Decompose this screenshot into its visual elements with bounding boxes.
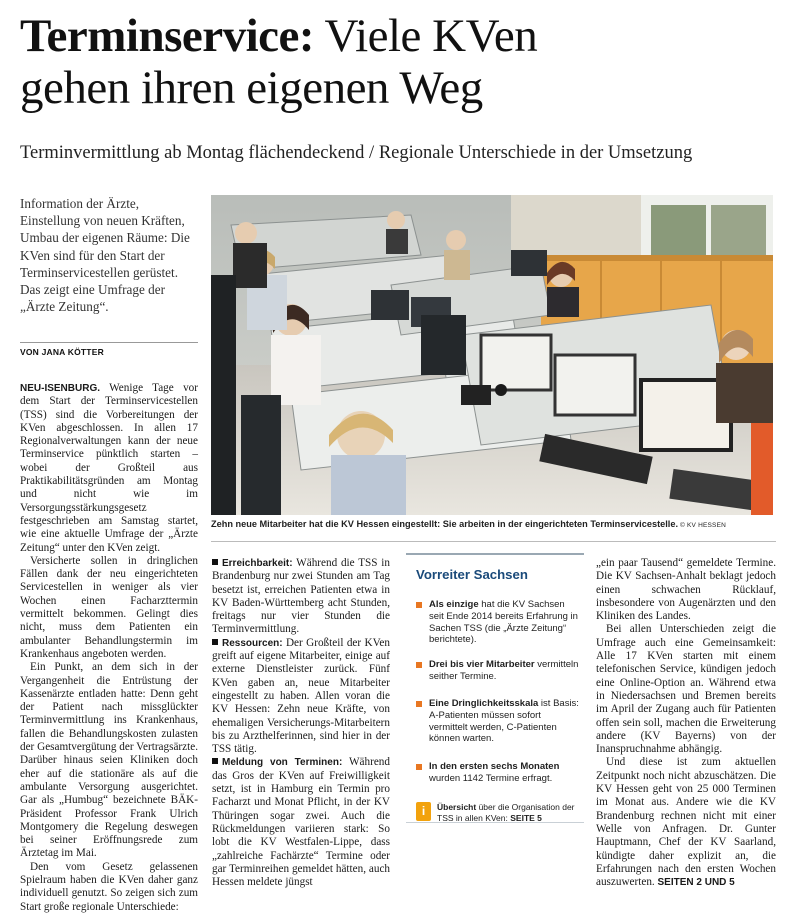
- box-item-text: wurden 1142 Termine erfragt.: [429, 772, 553, 784]
- divider: [20, 342, 198, 343]
- bullet-label: Erreichbarkeit:: [222, 558, 293, 569]
- square-bullet-icon: [212, 559, 218, 565]
- author-byline: VON JANA KÖTTER: [20, 347, 104, 357]
- info-box: [406, 553, 584, 823]
- box-item: [416, 698, 581, 745]
- ref-page: SEITE 5: [510, 812, 542, 823]
- paragraph: Ein Punkt, an dem sich in der Vergangenheit die Entrüstung der Kassenärzte entladen hatte: Denn geht der Patient nach missglückter Terminvermittlung ins Krankenhaus, fallen die Behandlungskosten zulasten der Gesamtvergütung der Vertragsärzte. Darüber hinaus seien Kliniken doch eher auf die stationäre als auf die ambulante Versorgung ausgerichtet. Gar als „Humbug“ bezeichnete BÄK-Präsident Professor Frank Ulrich Montgomery die Regelung deswegen bei seiner Eröffnungsrede zum Ärztetag im Mai.: [20, 661, 198, 860]
- dateline: NEU-ISENBURG.: [20, 383, 101, 394]
- column-4: [596, 557, 776, 889]
- box-item: [416, 659, 581, 683]
- box-item: [416, 599, 581, 646]
- page-reference: [416, 802, 584, 823]
- orange-bullet-icon: [416, 701, 422, 707]
- paragraph: [20, 382, 198, 555]
- headline-line2: gehen ihren eigenen Weg: [20, 62, 483, 114]
- box-item-bold: Drei bis vier Mitarbeiter: [429, 659, 535, 670]
- paragraph: [596, 756, 776, 889]
- square-bullet-icon: [212, 758, 218, 764]
- headline-light: Viele KVen: [314, 10, 538, 62]
- box-item-text: ist Basis: A-Patienten müssen sofort vermittelt werden, C-Patienten können warten.: [429, 698, 579, 745]
- lead-text: Information der Ärzte, Einstellung von neuen Kräften, Umbau der eigenen Räume: Die KVen sind für den Start der Terminservicestellen gerüstet. Das zeigt eine Umfrage der „Ärzte Zeitung“.: [20, 196, 190, 315]
- paragraph: Versicherte sollen in dringlichen Fällen dank der neu eingerichteten Servicestellen in weniger als vier Wochen einen Facharzttermin vermittelt bekommen. Gelingt dies nicht, muss dem Patienten ein ambulanter Behandlungstermin im Krankenhaus angeboten werden.: [20, 554, 198, 660]
- orange-bullet-icon: [416, 602, 422, 608]
- bullet-item: [212, 557, 390, 637]
- box-item-bold: In den ersten sechs Monaten: [429, 761, 560, 772]
- bullet-label: Meldung von Terminen:: [222, 757, 343, 769]
- paragraph: Bei allen Unterschieden zeigt die Umfrage auch eine Gemeinsamkeit: Alle 17 KVen starten mit einem telefonischen Service, kündigen jedoch eine Online-Option an. Während etwa in Niedersachsen und Bremen bereits im April der Zugang auch für Patienten offen sein soll, machen die Erweiterung andere (KV Bayerns) von der Inanspruchnahme abhängig.: [596, 623, 776, 756]
- headline: [20, 10, 770, 114]
- caption-text: Zehn neue Mitarbeiter hat die KV Hessen eingestellt: Sie arbeiten in der eingerichteten Terminservicestelle.: [211, 519, 679, 529]
- office-photo: [211, 195, 773, 515]
- paragraph: Den vom Gesetz gelassenen Spielraum haben die KVen daher ganz individuell genutzt. So zeigen sich zum Start große regionale Unterschiede:: [20, 860, 198, 913]
- ref-text: über die Organisation der TSS in allen KVen:: [437, 802, 575, 823]
- photo-credit: © KV HESSEN: [678, 522, 727, 529]
- bullet-item: [212, 637, 390, 757]
- box-item-bold: Als einzige: [429, 599, 479, 610]
- info-icon: i: [416, 802, 431, 821]
- bullet-text: Während das Gros der KVen auf Freiwilligkeit setzt, ist in Hamburg ein Termin pro Facharzt und Monat Pflicht, in der KV Thüringen sogar zwei. Auch die Rückmeldungen variieren stark: So lobt die KV Westfalen-Lippe, dass „zahlreiche Fachärzte“ Termine oder gar Terminreihen gemeldet hätten, auch Hessen meldete jüngst: [212, 756, 390, 889]
- orange-bullet-icon: [416, 662, 422, 668]
- orange-bullet-icon: [416, 764, 422, 770]
- photo-caption: [211, 519, 776, 529]
- box-item-bold: Eine Dringlichkeitsskala: [429, 698, 539, 709]
- photo-illustration: [211, 195, 773, 515]
- bullet-item: [212, 756, 390, 889]
- ref-bold: Übersicht: [437, 802, 477, 812]
- paragraph-text: Und diese ist zum aktuellen Zeitpunkt noch nicht abzuschätzen. Die KV Hessen geht von 25 000 Terminen im Monat aus. Andere wie die KV Brandenburg rechnen nicht mit einer Welle von Anfragen. Dr. Gunter Hauptmann, Chef der KV Saarland, kündigte daher explizit an, die Erfahrungen nach den ersten Wochen auszuwerten.: [596, 756, 776, 889]
- column-2: [212, 557, 390, 889]
- headline-bold: Terminservice:: [20, 10, 315, 62]
- box-item-text: vermitteln seither Termine.: [429, 659, 579, 682]
- divider: [211, 541, 776, 542]
- paragraph: „ein paar Tausend“ gemeldete Termine. Die KV Sachsen-Anhalt beklagt jedoch einen schwachen Rücklauf, insbesondere von Augenärzten und den Kliniken des Landes.: [596, 557, 776, 623]
- bullet-label: Ressourcen:: [222, 637, 283, 649]
- column-1: [20, 382, 198, 914]
- bullet-text: Der Großteil der KVen greift auf eigene Mitarbeiter, einige auf externe Dienstleister zurück. Fünf KVen gaben an, neue Mitarbeiter eingestellt zu haben. Allen voran die KV Hessen: Zehn neue Kräfte, von ehemaligen Versicherungs-Mitarbeitern bis zu Arzthelferinnen, sind hier in der TSS tätig.: [212, 636, 390, 756]
- box-title: Vorreiter Sachsen: [416, 567, 528, 582]
- page-reference: SEITEN 2 UND 5: [654, 877, 735, 889]
- bullet-text: Während die TSS in Brandenburg nur zwei Stunden am Tag besetzt ist, erreichen Patienten etwa in KV Baden-Württemberg acht Stunden, freitags nur vier Stunden die Terminvermittlung.: [212, 557, 390, 636]
- subheadline: Terminvermittlung ab Montag flächendeckend / Regionale Unterschiede in der Umsetzung: [20, 143, 693, 163]
- box-item-text: hat die KV Sachsen seit Ende 2014 bereits Erfahrung in Sachen TSS (die „Ärzte Zeitung“ berichtete).: [429, 599, 578, 646]
- paragraph-text: Wenige Tage vor dem Start der Terminservicestellen (TSS) sind die Vorbereitungen der KVen abgeschlossen. In allen 17 Regionalverwaltungen kann der neue Terminservice pünktlich starten – wobei der Großteil aus Praktikabilitätsgründen am Montag und nicht wie im Versorgungsstärkungsgesetz festgeschrieben am Samstag startet, wie eine aktuelle Umfrage der „Ärzte Zeitung“ unter den KVen zeigt.: [20, 382, 198, 554]
- box-item: [416, 761, 581, 785]
- square-bullet-icon: [212, 639, 218, 645]
